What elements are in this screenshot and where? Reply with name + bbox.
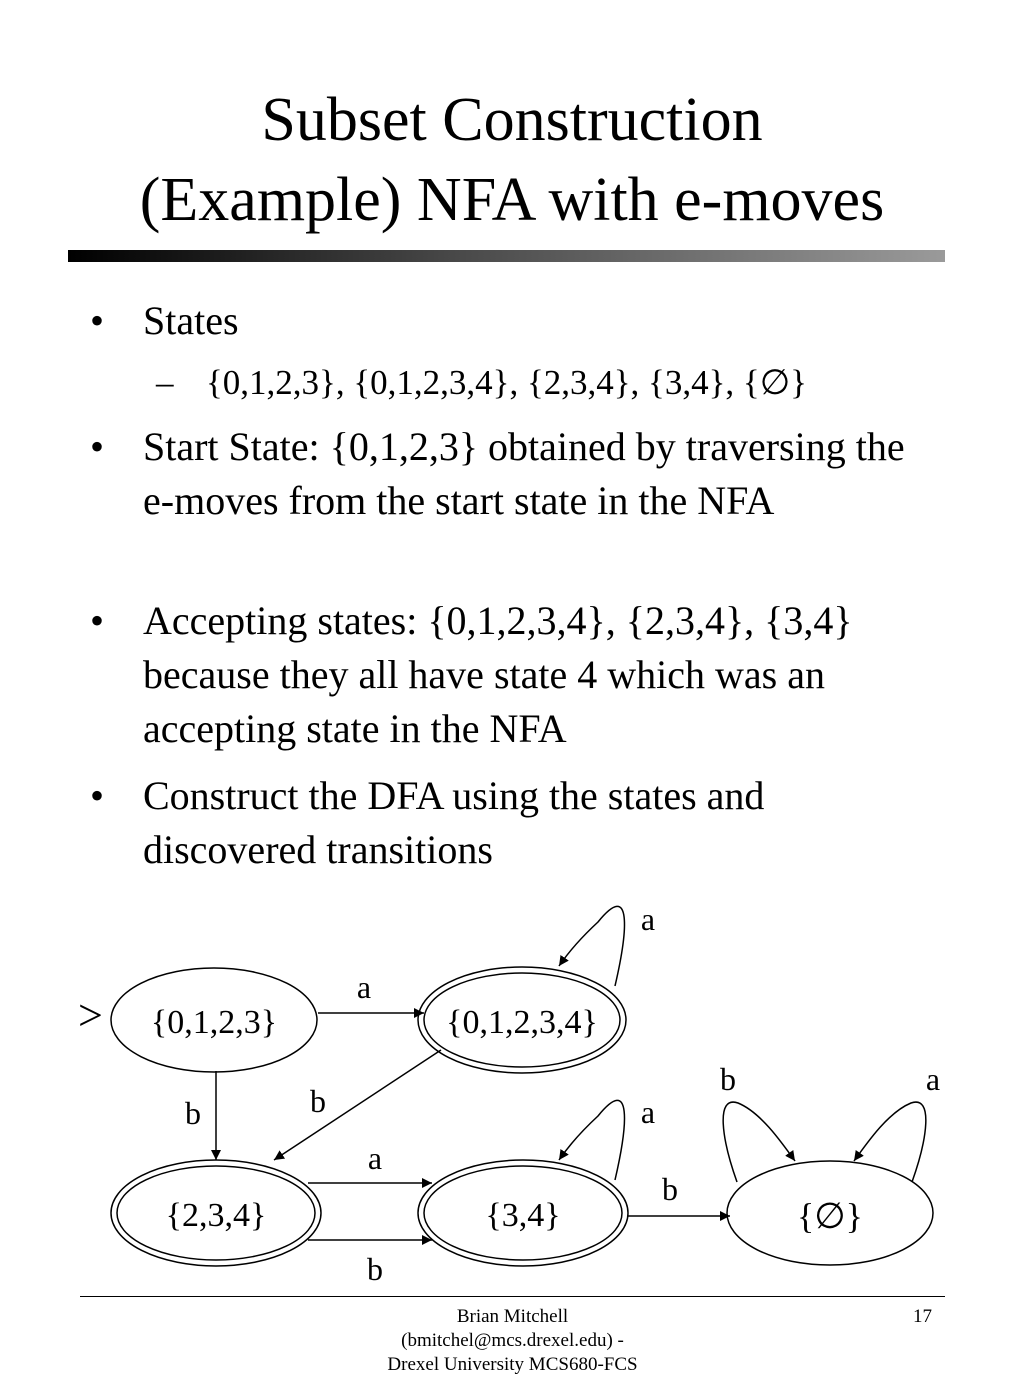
bullet-text: States xyxy=(143,298,239,343)
transition-label: b xyxy=(662,1171,678,1207)
state-label: {0,1,2,3,4} xyxy=(446,1004,598,1041)
footer-author-affiliation: Drexel University MCS680-FCS xyxy=(387,1354,638,1375)
transition-edge xyxy=(185,1071,216,1160)
footer-divider xyxy=(80,1296,945,1297)
transition-label: b xyxy=(185,1095,201,1131)
transition-label: a xyxy=(367,1140,383,1176)
footer-author-name: Brian Mitchell xyxy=(456,1306,569,1327)
bullet-marker: • xyxy=(90,598,105,643)
state-node xyxy=(111,968,317,1072)
bullet-text: Accepting states: {0,1,2,3,4}, {2,3,4}, {3,4} because they all have state 4 which was an accepting state in the NFA xyxy=(143,598,853,751)
state-label: {3,4} xyxy=(485,1197,561,1234)
bullet-marker: • xyxy=(90,298,105,343)
page-number: 17 xyxy=(913,1306,932,1327)
title-line-2: (Example) NFA with e-moves xyxy=(139,166,885,234)
bullet-text: Start State: {0,1,2,3} obtained by traversing the e-moves from the start state in the NFA xyxy=(143,424,905,523)
transition-label: b xyxy=(310,1083,326,1119)
sub-bullet-text: {0,1,2,3}, {0,1,2,3,4}, {2,3,4}, {3,4}, {∅} xyxy=(206,363,807,402)
footer-author xyxy=(340,1305,685,1377)
transition-label: a xyxy=(356,969,372,1005)
title-line-1: Subset Construction xyxy=(261,86,763,154)
transition-label: a xyxy=(925,1061,941,1097)
bullet-marker: • xyxy=(90,424,105,469)
state-node-accepting xyxy=(111,1160,321,1266)
state-label: {2,3,4} xyxy=(165,1197,267,1234)
state-node-accepting xyxy=(418,967,626,1073)
transition-edge xyxy=(628,1171,730,1216)
transition-edge-loop xyxy=(720,1061,795,1182)
dfa-diagram xyxy=(0,880,1024,1290)
state-node-accepting xyxy=(418,1160,628,1266)
bullet-text: Construct the DFA using the states and discovered transitions xyxy=(143,773,765,872)
transition-edge xyxy=(308,1140,432,1183)
transition-edge xyxy=(274,1050,441,1160)
state-label: {0,1,2,3} xyxy=(150,1004,278,1041)
transition-edge xyxy=(308,1240,432,1287)
state-label: {∅} xyxy=(797,1196,863,1236)
transition-label: a xyxy=(640,1094,656,1130)
transition-label: b xyxy=(367,1251,383,1287)
sub-bullet-marker: – xyxy=(156,363,174,402)
state-node xyxy=(727,1161,933,1265)
bullet-marker: • xyxy=(90,773,105,818)
transition-label: b xyxy=(720,1061,736,1097)
start-state-marker: > xyxy=(78,991,103,1040)
transition-edge xyxy=(318,969,424,1013)
transition-label: a xyxy=(640,901,656,937)
footer-author-email: (bmitchel@mcs.drexel.edu) - xyxy=(401,1330,624,1351)
